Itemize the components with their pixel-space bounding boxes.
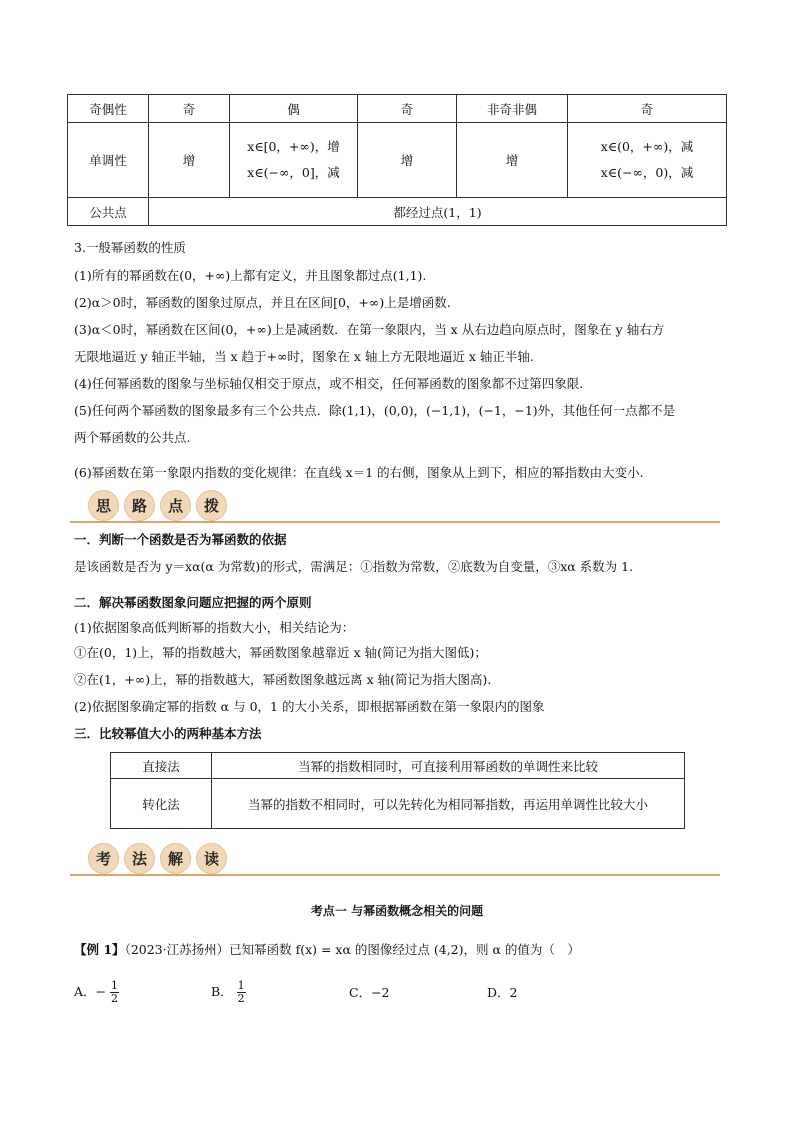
heading: 一．判断一个函数是否为幂函数的依据 [74,532,287,547]
table-cell: 公共点 [68,198,149,226]
banner-underline [70,874,720,876]
banner-char: 拨 [196,490,227,521]
banner-char: 思 [88,490,119,521]
paragraph: 是该函数是否为 y＝xα(α 为常数)的形式，需满足：①指数为常数，②底数为自变量，③xα 系数为 1. [74,559,634,574]
paragraph: ①在(0，1)上，幂的指数越大，幂函数图象越靠近 x 轴(简记为指大图低)； [74,645,487,660]
table-cell: 奇 [568,95,727,123]
table-cell: 偶 [230,95,358,123]
paragraph: (1)所有的幂函数在(0，+∞)上都有定义，并且图象都过点(1,1). [74,268,427,283]
table-cell-line: x∈(−∞，0]，减 [247,165,340,180]
example-source: （2023·江苏扬州） [124,942,230,957]
banner-char: 法 [124,843,155,874]
choice-d[interactable]: D．2 [487,985,518,1000]
paragraph: 无限地逼近 y 轴正半轴，当 x 趋于+∞时，图象在 x 轴上方无限地逼近 x 轴正半轴. [74,349,534,364]
fraction [237,980,246,1005]
choice-c[interactable]: C．−2 [349,985,390,1000]
banner-char: 点 [160,490,191,521]
table-cell: 奇偶性 [68,95,149,123]
numerator: 1 [111,979,118,992]
paragraph: 两个幂函数的公共点. [74,430,191,445]
table-cell [230,123,358,198]
table-row [68,123,727,198]
choice-sign: − [95,984,107,999]
paragraph: (2)α＞0时，幂函数的图象过原点，并且在区间[0，+∞)上是增函数. [74,295,451,310]
table-cell-line: x∈(0，+∞)，减 [600,139,694,154]
table-cell-line: x∈(−∞，0)，减 [600,165,694,180]
choice-b[interactable] [211,980,246,1005]
heading: 三．比较幂值大小的两种基本方法 [74,726,262,741]
banner-char: 读 [196,843,227,874]
banner-char: 路 [124,490,155,521]
table-row [111,753,685,779]
choice-a[interactable] [74,980,119,1005]
table-cell-line: x∈[0，+∞)，增 [247,139,340,154]
paragraph: (2)依据图象确定幂的指数 α 与 0，1 的大小关系，即根据幂函数在第一象限内的图象 [74,699,545,714]
table-cell: 当幂的指数不相同时，可以先转化为相同幂指数，再运用单调性比较大小 [212,779,685,829]
denominator: 2 [111,992,118,1005]
choice-label: B． [211,984,233,999]
section-banner [70,490,720,524]
section-title: 3.一般幂函数的性质 [74,240,186,255]
paragraph: (6)幂函数在第一象限内指数的变化规律：在直线 x＝1 的右侧，图象从上到下，相应的幂指数由大变小. [74,465,644,480]
paragraph: (1)依据图象高低判断幂的指数大小，相关结论为： [74,620,355,635]
table-cell: 增 [149,123,230,198]
example-question [74,940,580,958]
heading: 二．解决幂函数图象问题应把握的两个原则 [74,595,312,610]
table-row [68,95,727,123]
table-cell: 奇 [149,95,230,123]
numerator: 1 [237,979,245,992]
fraction [110,980,119,1005]
paragraph: ②在(1，+∞)上，幂的指数越大，幂函数图象越远离 x 轴(简记为指大图高). [74,672,492,687]
banner-char: 解 [160,843,191,874]
table-cell: 增 [457,123,568,198]
paragraph: (5)任何两个幂函数的图象最多有三个公共点．除(1,1)，(0,0)，(−1,1)，(−1，−1)外，其他任何一点都不是 [74,403,676,418]
paragraph: (4)任何幂函数的图象与坐标轴仅相交于原点，或不相交，任何幂函数的图象都不过第四象限. [74,376,584,391]
comparison-methods-table [110,752,685,829]
denominator: 2 [237,992,245,1005]
example-tag: 【例 1】 [74,942,125,957]
table-row [68,198,727,226]
table-cell: 直接法 [111,753,212,779]
choice-label: A． [74,984,96,999]
paragraph: (3)α＜0时，幂函数在区间(0，+∞)上是减函数．在第一象限内，当 x 从右边趋向原点时，图象在 y 轴右方 [74,322,665,337]
table-cell: 单调性 [68,123,149,198]
example-text: 已知幂函数 f(x) = xα 的图像经过点 (4,2)，则 α 的值为（ ） [229,942,580,957]
banner-underline [70,521,720,523]
section-banner [70,843,720,877]
table-cell: 增 [358,123,457,198]
table-cell: 奇 [358,95,457,123]
table-cell: 转化法 [111,779,212,829]
table-cell: 都经过点(1，1) [149,198,727,226]
table-row [111,779,685,829]
table-cell: 当幂的指数相同时，可直接利用幂函数的单调性来比较 [212,753,685,779]
table-cell: 非奇非偶 [457,95,568,123]
table-cell [568,123,727,198]
power-function-properties-table [67,94,727,226]
banner-char: 考 [88,843,119,874]
section-subtitle: 考点一 与幂函数概念相关的问题 [310,904,484,918]
